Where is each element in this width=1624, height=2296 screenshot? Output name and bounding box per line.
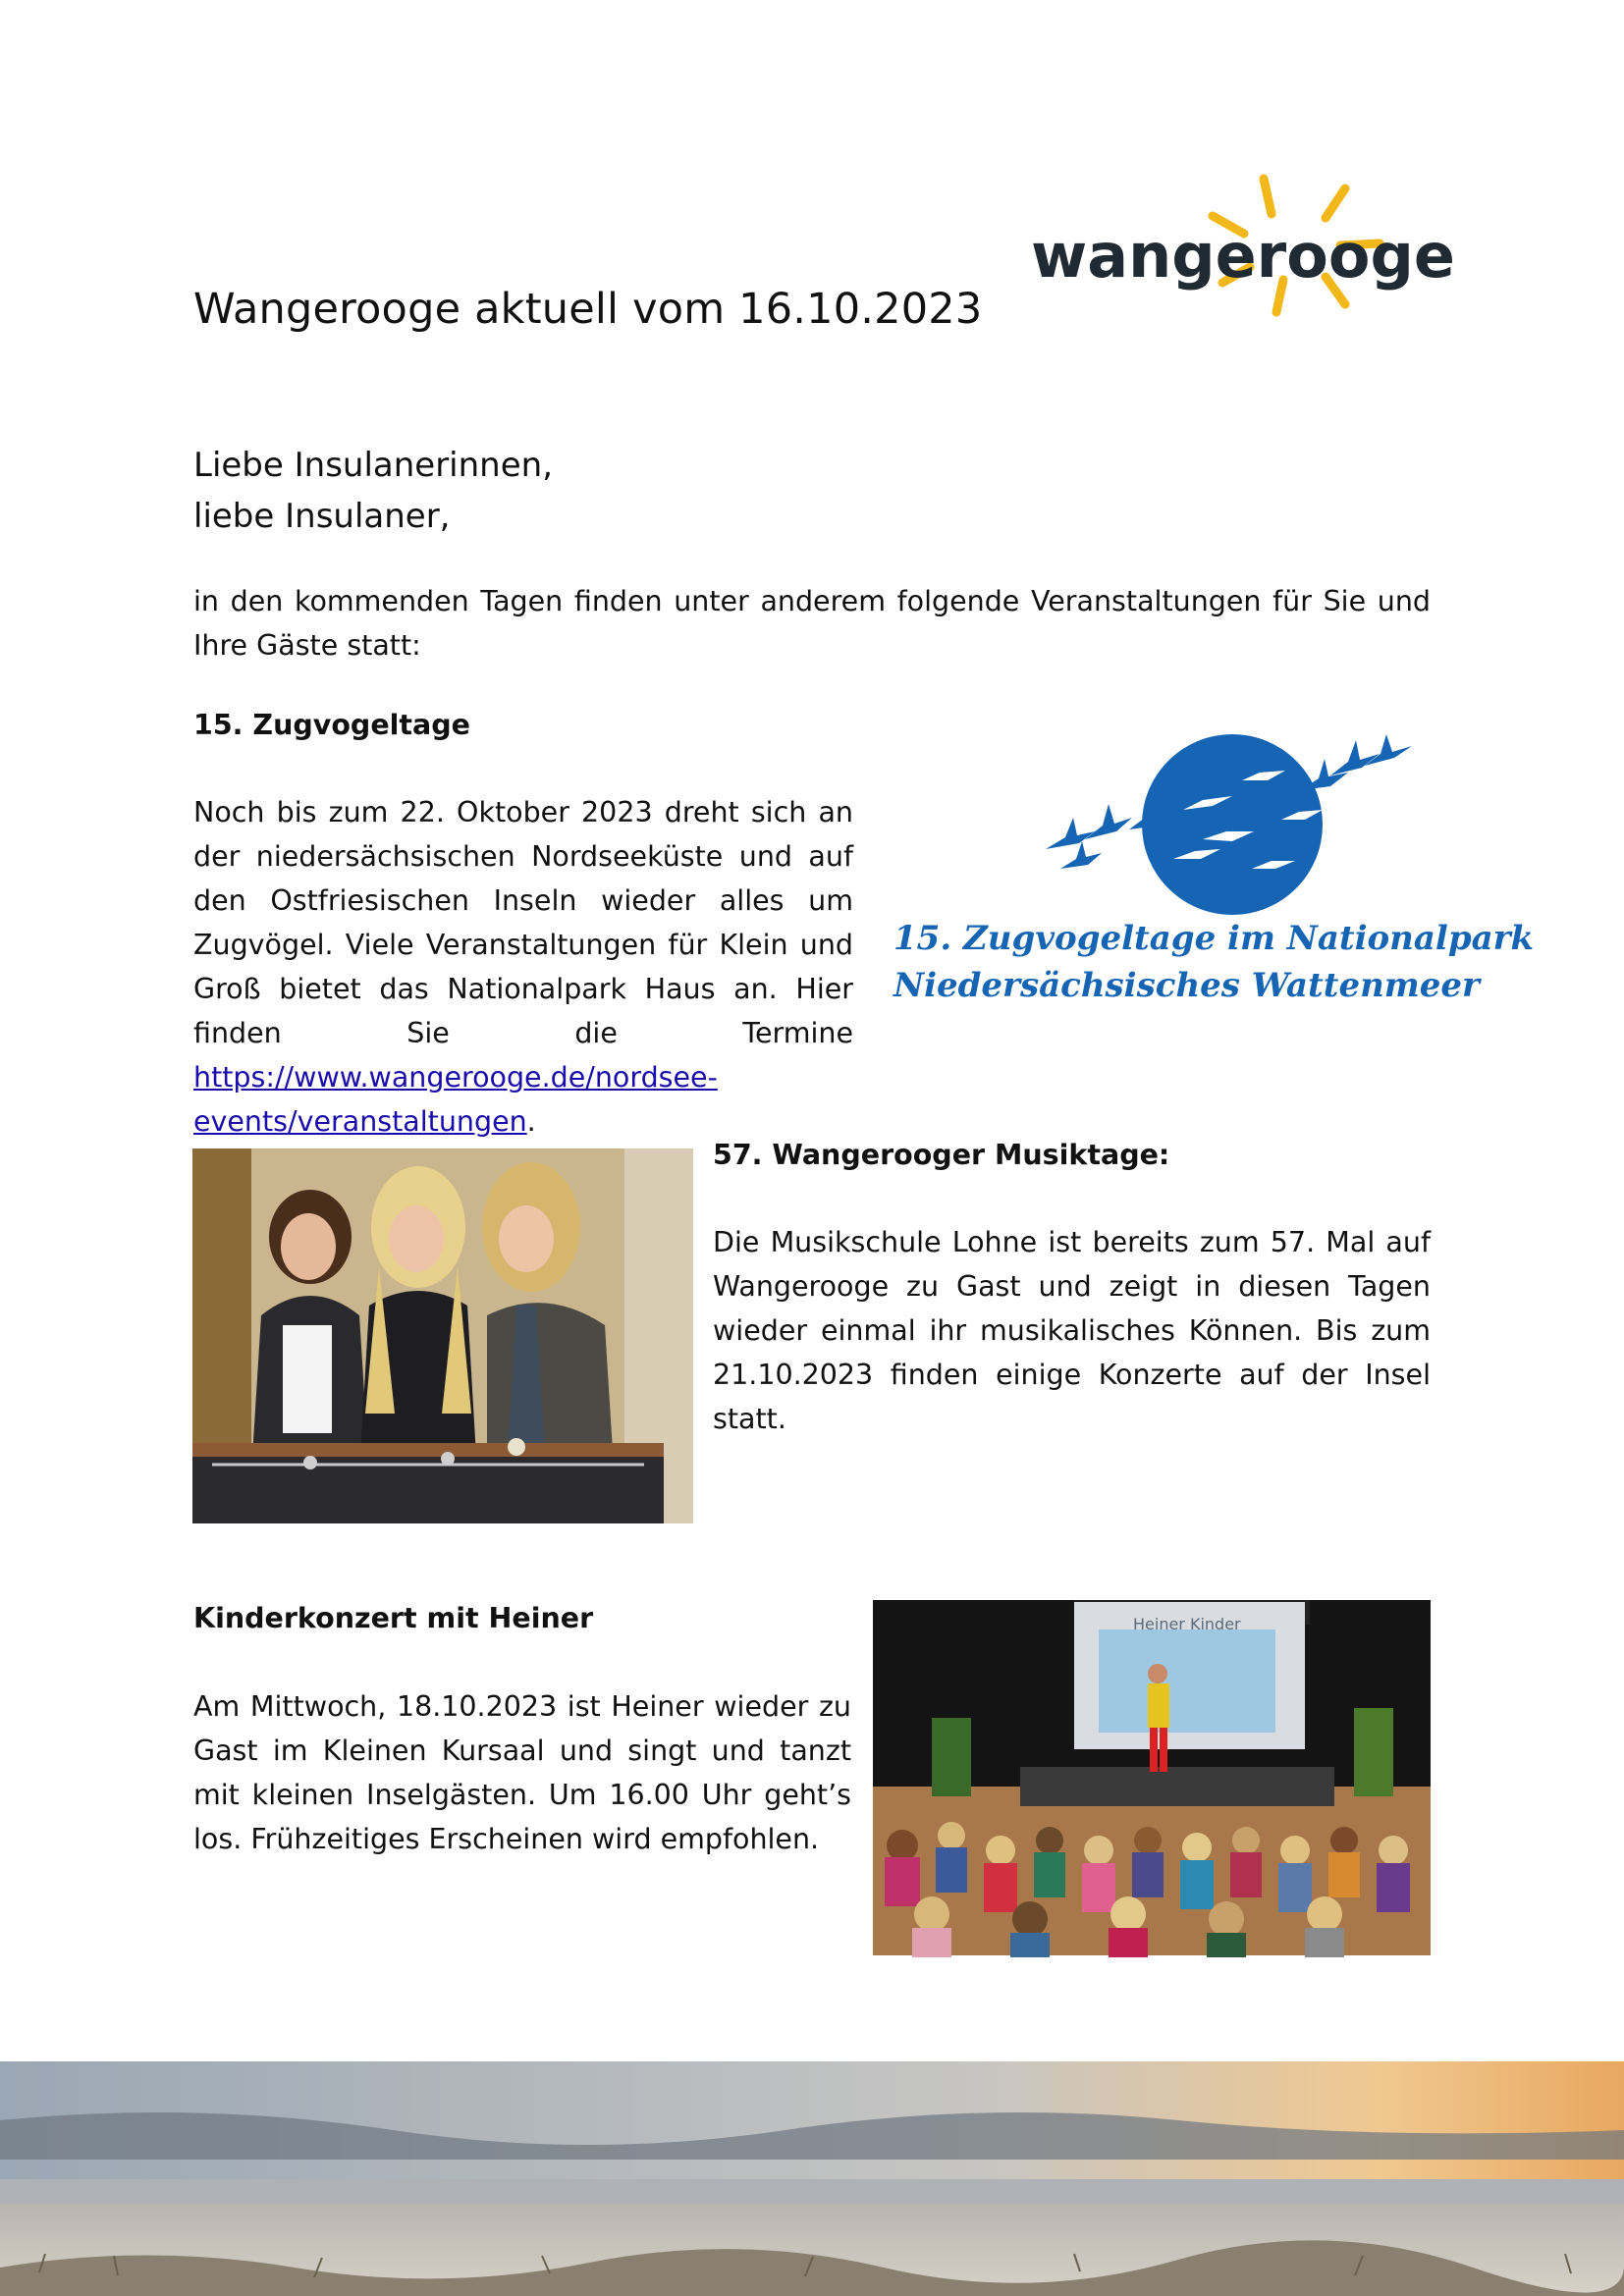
musiktage-heading: 57. Wangerooger Musiktage: <box>713 1139 1170 1171</box>
zugvogel-logo-line-1: 15. Zugvogeltage im Nationalpark <box>893 919 1535 958</box>
musiktage-paragraph: Die Musikschule Lohne ist bereits zum 57. Mal auf Wangerooge zu Gast und zeigt in diesen Tagen wieder einmal ihr musikalisches Können. Bis zum 21.10.2023 finden einige Konzerte auf der Insel statt. <box>713 1226 1431 1435</box>
greeting-line-1: Liebe Insulanerinnen, <box>193 446 553 485</box>
logo-wordmark: wangerooge <box>1031 220 1455 292</box>
zugvogel-logo-line-2: Niedersächsisches Wattenmeer <box>893 966 1480 1005</box>
zugvogel-link-suffix: . <box>526 1105 536 1138</box>
screen-text: Heiner Kinder <box>1133 1615 1241 1633</box>
greeting <box>193 440 553 542</box>
kinderkonzert-heading: Kinderkonzert mit Heiner <box>193 1602 594 1634</box>
zugvogel-text: Noch bis zum 22. Oktober 2023 dreht sich an der niedersächsischen Nordseeküste und auf den Ostfriesischen Inseln wieder alles um Zugvögel. Viele Veranstaltungen für Klein und Groß bietet das Nationalpark Haus an. Hier finden Sie die Termine <box>193 796 853 1049</box>
musiktage-photo <box>192 1148 693 1523</box>
zugvogel-paragraph <box>193 790 853 1144</box>
zugvogeltage-logo <box>889 721 1535 1006</box>
kinderkonzert-photo <box>873 1600 1431 1955</box>
beach-banner-image <box>0 2061 1624 2296</box>
zugvogel-heading: 15. Zugvogeltage <box>193 709 471 741</box>
zugvogel-link[interactable]: https://www.wangerooge.de/nordsee-events/veranstaltungen <box>193 1061 718 1138</box>
page-title: Wangerooge aktuell vom 16.10.2023 <box>193 285 983 334</box>
wangerooge-logo <box>1026 167 1455 324</box>
globe-icon <box>1142 734 1323 915</box>
intro-paragraph: in den kommenden Tagen finden unter anderem folgende Veranstaltungen für Sie und Ihre Gäste statt: <box>193 585 1431 662</box>
kinderkonzert-paragraph: Am Mittwoch, 18.10.2023 ist Heiner wieder zu Gast im Kleinen Kursaal und singt und tanzt mit kleinen Inselgästen. Um 16.00 Uhr geht’s los. Frühzeitiges Erscheinen wird empfohlen. <box>193 1690 851 1855</box>
greeting-line-2: liebe Insulaner, <box>193 497 451 536</box>
